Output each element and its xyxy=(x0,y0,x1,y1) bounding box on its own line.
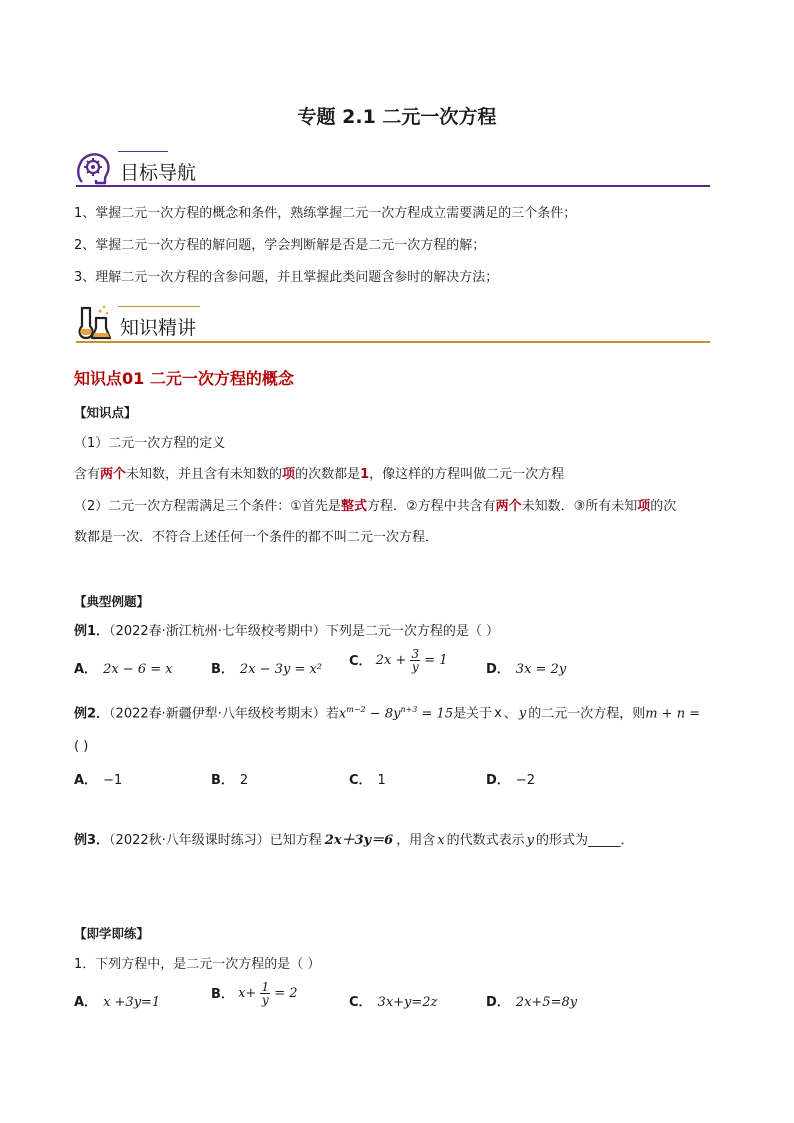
example-label: 例1． xyxy=(74,624,110,639)
example-source: （2022春·浙江杭州·七年级校考期中） xyxy=(109,624,326,639)
conditions-text-cont: 数都是一次．不符合上述任何一个条件的都不叫二元一次方程． xyxy=(74,530,439,545)
math-text: = 15 xyxy=(417,706,454,722)
math-text: − 8y xyxy=(365,706,401,722)
option-b xyxy=(211,658,322,677)
option-d xyxy=(486,658,566,677)
text-span: 的次数都是 xyxy=(295,467,361,482)
option-math: 3x+y=2z xyxy=(377,995,438,1010)
option-math: 2x − 3y = x² xyxy=(239,662,322,677)
example-3-stem xyxy=(74,832,634,850)
section-tag: 【典型例题】 xyxy=(74,594,150,609)
text-span: ，像这样的方程叫做二元一次方程 xyxy=(369,467,565,482)
page-title: 专题 2.1 二元一次方程 xyxy=(297,106,497,128)
fraction-numerator: 1 xyxy=(261,980,270,994)
chemistry-flask-icon xyxy=(74,302,114,342)
definition-text xyxy=(74,466,564,484)
option-label: C． xyxy=(349,654,372,669)
option-label: C． xyxy=(349,995,372,1010)
option-a xyxy=(74,658,173,677)
highlight-text: 两个 xyxy=(495,499,522,514)
text-span: 的形式为 xyxy=(535,833,588,848)
text-span: 未知数．③所有未知 xyxy=(521,499,638,514)
example-source: （2022春·新疆伊犁·八年级校考期末） xyxy=(109,706,326,722)
brain-gear-icon xyxy=(74,148,114,188)
section-tag: 【即学即练】 xyxy=(74,926,150,941)
highlight-text: 项 xyxy=(282,467,296,482)
option-label: D． xyxy=(486,773,510,788)
banner-title: 目标导航 xyxy=(120,162,197,184)
text-span: 含有 xyxy=(74,467,101,482)
option-label: A． xyxy=(74,662,98,677)
math-text: x xyxy=(437,833,445,848)
knowledge-point-title: 知识点01 二元一次方程的概念 xyxy=(74,369,294,388)
highlight-text: 整式 xyxy=(340,499,367,514)
fraction xyxy=(410,648,420,673)
math-text: m + n = xyxy=(645,706,701,722)
highlight-text: 项 xyxy=(637,499,651,514)
option-math: 3x = 2y xyxy=(515,662,567,677)
text-span: 的代数式表示 xyxy=(446,833,525,848)
math-text: x xyxy=(494,706,502,722)
option-c xyxy=(349,769,386,788)
equation: 2x＋3y＝6 xyxy=(324,833,394,848)
option-math: 2x − 6 = x xyxy=(103,662,173,677)
option-label: C． xyxy=(349,773,372,788)
fraction-numerator: 3 xyxy=(411,647,420,661)
option-label: A． xyxy=(74,995,98,1010)
text-span: 若 xyxy=(325,706,339,722)
option-d xyxy=(486,769,535,788)
math-text: y xyxy=(518,706,527,722)
text-span: 的二元一次方程，则 xyxy=(528,706,646,722)
option-label: B． xyxy=(211,773,234,788)
option-math: x +3y=1 xyxy=(103,995,161,1010)
option-label: A． xyxy=(74,773,98,788)
conditions-text xyxy=(74,498,676,516)
definition-heading: （1）二元一次方程的定义 xyxy=(74,436,226,451)
option-label: B． xyxy=(211,987,234,1002)
example-label: 例2． xyxy=(74,706,110,722)
text-span: （2）二元一次方程需满足三个条件：①首先是 xyxy=(74,499,341,514)
option-a xyxy=(74,769,122,788)
answer-blank: _____ xyxy=(587,833,621,848)
practice-1-stem: 1．下列方程中，是二元一次方程的是（ ） xyxy=(74,957,321,972)
example-2-stem xyxy=(74,701,700,723)
option-label: B． xyxy=(211,662,234,677)
option-c xyxy=(349,991,437,1010)
example-1-stem xyxy=(74,623,499,641)
example-source: （2022秋·八年级课时练习） xyxy=(109,833,270,848)
option-label: D． xyxy=(486,662,510,677)
text-span: 方程．②方程中共含有 xyxy=(366,499,496,514)
fraction xyxy=(260,981,270,1006)
banner-accent-line xyxy=(118,151,168,152)
example-label: 例3． xyxy=(74,833,110,848)
text-span: 、 xyxy=(503,706,517,722)
option-value: 1 xyxy=(377,773,386,788)
math-superscript: m−2 xyxy=(346,705,366,714)
option-c xyxy=(349,648,448,673)
text-span: 未知数，并且含有未知数的 xyxy=(126,467,283,482)
option-value: −1 xyxy=(103,773,123,788)
section-tag: 【知识点】 xyxy=(74,405,137,420)
goal-item: 3、理解二元一次方程的含参问题，并且掌握此类问题含参时的解决方法； xyxy=(74,270,499,285)
text-span: ，用含 xyxy=(396,833,436,848)
text-span: ． xyxy=(620,833,634,848)
highlight-text: 1 xyxy=(360,467,370,482)
text-span: 已知方程 xyxy=(269,833,322,848)
highlight-text: 两个 xyxy=(100,467,127,482)
math-text: x xyxy=(338,706,347,722)
text-span: 的次 xyxy=(650,499,677,514)
banner-underline xyxy=(76,341,710,343)
option-label: D． xyxy=(486,995,510,1010)
option-b xyxy=(211,769,248,788)
text-span: 是关于 xyxy=(453,706,493,722)
goal-item: 1、掌握二元一次方程的概念和条件，熟练掌握二元一次方程成立需要满足的三个条件； xyxy=(74,206,577,221)
example-question: 下列是二元一次方程的是（ ） xyxy=(325,624,500,639)
option-math: 2x+5=8y xyxy=(515,995,578,1010)
math-superscript: n+3 xyxy=(400,705,418,714)
math-text: y xyxy=(526,833,534,848)
option-a xyxy=(74,991,160,1010)
banner-title: 知识精讲 xyxy=(120,317,197,339)
option-d xyxy=(486,991,577,1010)
banner-underline xyxy=(76,185,710,187)
fraction-denominator: y xyxy=(411,660,419,674)
banner-accent-line xyxy=(118,306,200,307)
option-value: 2 xyxy=(239,773,249,788)
answer-paren: ( ) xyxy=(74,739,89,754)
option-value: −2 xyxy=(515,773,535,788)
fraction-denominator: y xyxy=(261,993,269,1007)
option-math: x+ xyxy=(238,986,257,1001)
option-math: 2x + xyxy=(375,653,407,668)
goal-item: 2、掌握二元一次方程的解问题，学会判断解是否是二元一次方程的解； xyxy=(74,238,486,253)
option-b xyxy=(211,981,298,1006)
option-math: = 1 xyxy=(424,653,448,668)
option-math: = 2 xyxy=(274,986,298,1001)
